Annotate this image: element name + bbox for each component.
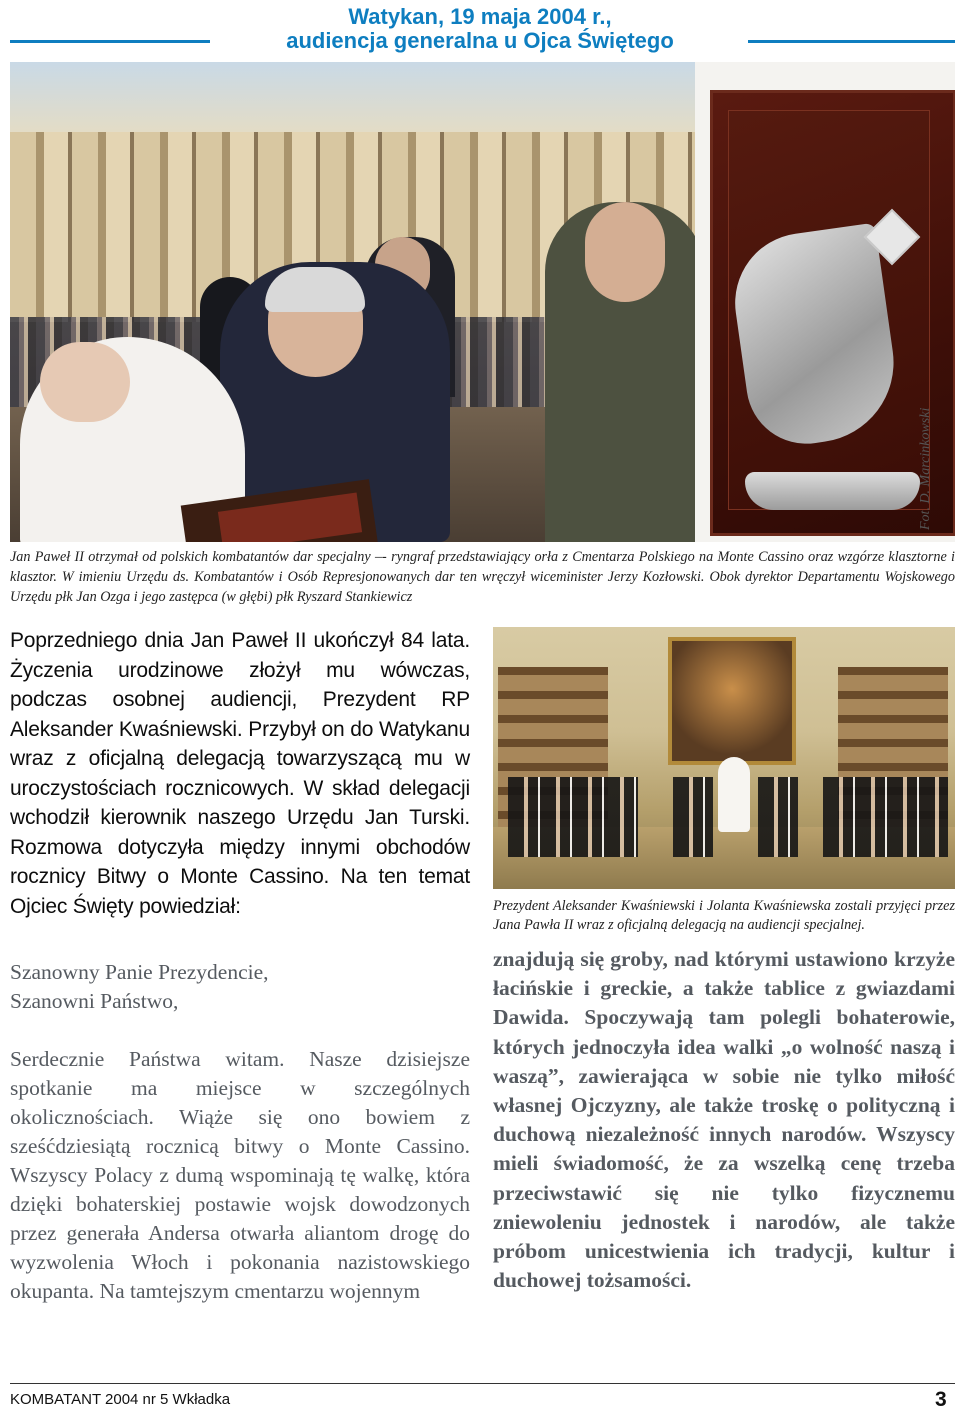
letter-text <box>10 958 470 1306</box>
photo-pope-receives-gift <box>10 62 955 542</box>
ribbon-emblem <box>745 472 920 510</box>
photo-caption-main: Jan Paweł II otrzymał od polskich kombatantów dar specjalny –- ryngraf przedstawiający orła z Cmentarza Polskiego na Monte Cassino oraz wzgórze klasztorne i klasztor. W imieniu Urzędu ds. Kombatantów i Osób Represjonowanych dar ten wręczył wiceminister Jerzy Kozłowski. Obok dyrektor Departamentu Wojskowego Urzędu płk Jan Ozga i jego zastępca (w głębi) płk Ryszard Stankiewicz <box>10 549 955 605</box>
salutation-line2: Szanowni Państwo, <box>10 989 179 1013</box>
photo-credit: Fot. D. Marcinkowski <box>918 407 933 530</box>
header-rule-left-top <box>10 40 210 43</box>
header-rule-right <box>748 40 955 43</box>
letter-continuation: znajdują się groby, nad którymi ustawiono krzyże łacińskie i greckie, a także tablice z gwiazdami Dawida. Spoczywają tam polegli bohaterowie, których jednoczyła idea walki „o wolność naszą i waszą”, zawierająca w sobie nie tylko miłość własnej Ojczyzny, ale także troskę o polityczną i duchową niezależność innych narodów. Wszyscy mieli świadomość, że za wszelką cenę trzeba przeciwstawić się nie tylko fizycznemu zniewoleniu jednostek i narodów, ale także próbom unicestwienia ich tradycji, kultur i duchowej tożsamości. <box>493 947 955 1293</box>
page-number: 3 <box>935 1388 947 1411</box>
photo-audience-hall <box>493 627 955 889</box>
lead-paragraph: Poprzedniego dnia Jan Paweł II ukończył 84 lata. Życzenia urodzinowe złożył mu wówczas, podczas osobnej audiencji, Prezydent RP Aleksander Kwaśniewski. Przybył on do Watykanu wraz z oficjalną delegacją towarzyszącą mu w uroczystościach rocznicowych. W skład delegacji wchodził kierownik naszego Urzędu Jan Turski. Rozmowa dotyczyła między innymi obchodów rocznicy Bitwy o Monte Cassino. Na ten temat Ojciec Święty powiedział: <box>10 629 470 918</box>
footer-rule <box>10 1383 955 1384</box>
header-title-line2: audiencja generalna u Ojca Świętego <box>286 28 674 53</box>
letter-body: Serdecznie Państwa witam. Nasze dzisiejsze spotkanie ma miejsce w szczególnych okolicznościach. Wiąże się ono bowiem z sześćdziesiątą rocznicą bitwy o Monte Cassino. Wszyscy Polacy z dumą wspominają tę walkę, która dzięki bohaterskiej postawie wojsk dowodzonych przez generała Andersa otwarła aliantom drogę do wyzwolenia Włoch i pokonania nazistowskiego okupanta. Na tamtejszym cmentarzu wojennym <box>10 1047 470 1303</box>
footer-publication: KOMBATANT 2004 nr 5 Wkładka <box>10 1391 231 1408</box>
salutation-line1: Szanowny Panie Prezydencie, <box>10 960 269 984</box>
photo-caption-audience: Prezydent Aleksander Kwaśniewski i Jolanta Kwaśniewska zostali przyjęci przez Jana Pawła II wraz z oficjalną delegacją na audiencji specjalnej. <box>493 898 955 933</box>
header-title-line1: Watykan, 19 maja 2004 r., <box>348 4 612 29</box>
